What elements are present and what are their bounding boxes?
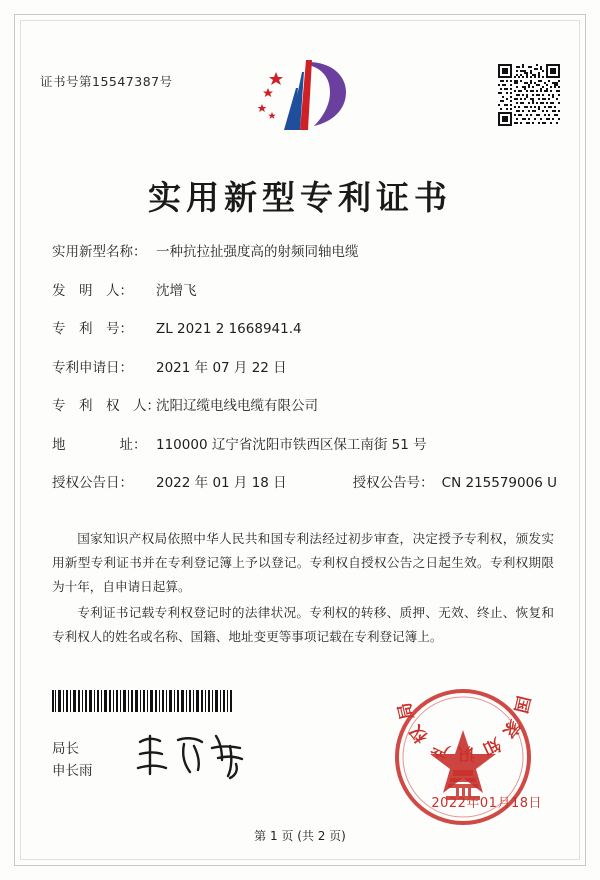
field-row-patent-number [52, 317, 560, 337]
field-label-grant-date: 授权公告日： [52, 475, 133, 491]
signature-role: 局长 [52, 741, 79, 757]
field-row-name [52, 240, 560, 260]
field-row-patentee [52, 394, 560, 414]
field-label-grant-number: 授权公告号： [352, 475, 434, 491]
signature-block [52, 738, 93, 782]
legal-paragraph-1: 国家知识产权局依照中华人民共和国专利法经过初步审查，决定授予专利权，颁发实用新型专利证书并在专利登记簿上予以登记。专利权自授权公告之日起生效。专利权期限为十年，自申请日起算。 [52, 531, 554, 594]
field-row-inventor [52, 279, 560, 299]
seal-date: 2022年01月18日 [431, 796, 542, 811]
field-label-inventor: 发 明 人： [52, 282, 133, 299]
field-value-inventor: 沈增飞 [156, 282, 197, 299]
field-value-name: 一种抗拉扯强度高的射频同轴电缆 [156, 244, 359, 260]
field-value-grant-date: 2022 年 01 月 18 日 [156, 475, 287, 491]
field-label-address: 地 址： [52, 436, 147, 453]
qr-code-icon [498, 64, 560, 126]
field-value-patentee: 沈阳辽缆电线电缆有限公司 [156, 398, 318, 414]
page-footer: 第 1 页 (共 2 页) [254, 829, 346, 843]
field-value-address: 110000 辽宁省沈阳市铁西区保工南街 51 号 [156, 436, 427, 453]
field-label-name: 实用新型名称： [52, 244, 147, 260]
certificate-number: 证书号第15547387号 [40, 74, 173, 89]
field-value-grant-number: CN 215579006 U [441, 475, 557, 491]
field-row-address [52, 433, 560, 453]
field-label-application-date: 专利申请日： [52, 359, 133, 376]
field-label-patent-number: 专 利 号： [52, 321, 133, 337]
field-label-patentee: 专 利 权 人： [52, 398, 160, 414]
field-value-application-date: 2021 年 07 月 22 日 [156, 359, 287, 376]
legal-paragraph-2: 专利证书记载专利权登记时的法律状况。专利权的转移、质押、无效、终止、恢复和专利权人的姓名或名称、国籍、地址变更等事项记载在专利登记簿上。 [52, 605, 554, 644]
page-title: 实用新型专利证书 [148, 178, 452, 217]
field-value-patent-number: ZL 2021 2 1668941.4 [156, 321, 302, 337]
svg-text:国家知识产权局: 国家知识产权局 [393, 693, 533, 763]
field-row-grant [52, 471, 560, 491]
field-row-application-date [52, 356, 560, 376]
handwritten-signature [132, 728, 252, 784]
fields-section [52, 240, 560, 510]
barcode [52, 690, 232, 712]
legal-text-section [52, 527, 554, 651]
cnipa-logo-icon [246, 56, 354, 138]
signature-name: 申长雨 [52, 763, 93, 779]
